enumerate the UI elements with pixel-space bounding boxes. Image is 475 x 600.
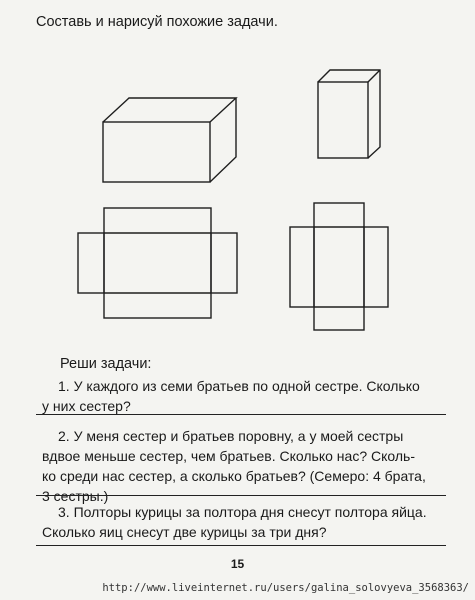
cuboid-horizontal-figure <box>103 98 236 182</box>
task-line: Сколько яиц снесут две курицы за три дня? <box>42 524 327 540</box>
task-line: 3 сестры.) <box>42 488 109 504</box>
section-title: Реши задачи: <box>60 356 152 372</box>
answer-rule <box>36 414 446 415</box>
page-number: 15 <box>230 557 245 571</box>
cuboid-vertical-figure <box>318 70 380 158</box>
task-2 <box>42 426 442 506</box>
task-line: 3. Полторы курицы за полтора дня снесут полтора яйца. <box>58 504 427 520</box>
net-horizontal-figure <box>78 208 237 318</box>
task-line: вдвое меньше сестер, чем братьев. Сколько нас? Сколь- <box>42 448 415 464</box>
task-line: 1. У каждого из семи братьев по одной сестре. Сколько <box>58 378 420 394</box>
task-1 <box>42 376 442 416</box>
task-line: 2. У меня сестер и братьев поровну, а у моей сестры <box>58 428 404 444</box>
instruction-text: Составь и нарисуй похожие задачи. <box>36 14 278 30</box>
net-vertical-figure <box>290 203 388 330</box>
answer-rule <box>36 545 446 546</box>
task-3 <box>42 502 442 542</box>
answer-rule <box>36 495 446 496</box>
task-line: у них сестер? <box>42 398 131 414</box>
watermark-url: http://www.liveinternet.ru/users/galina_solovyeva_3568363/ <box>102 582 469 594</box>
task-line: ко среди нас сестер, а сколько братьев? (Семеро: 4 брата, <box>42 468 426 484</box>
